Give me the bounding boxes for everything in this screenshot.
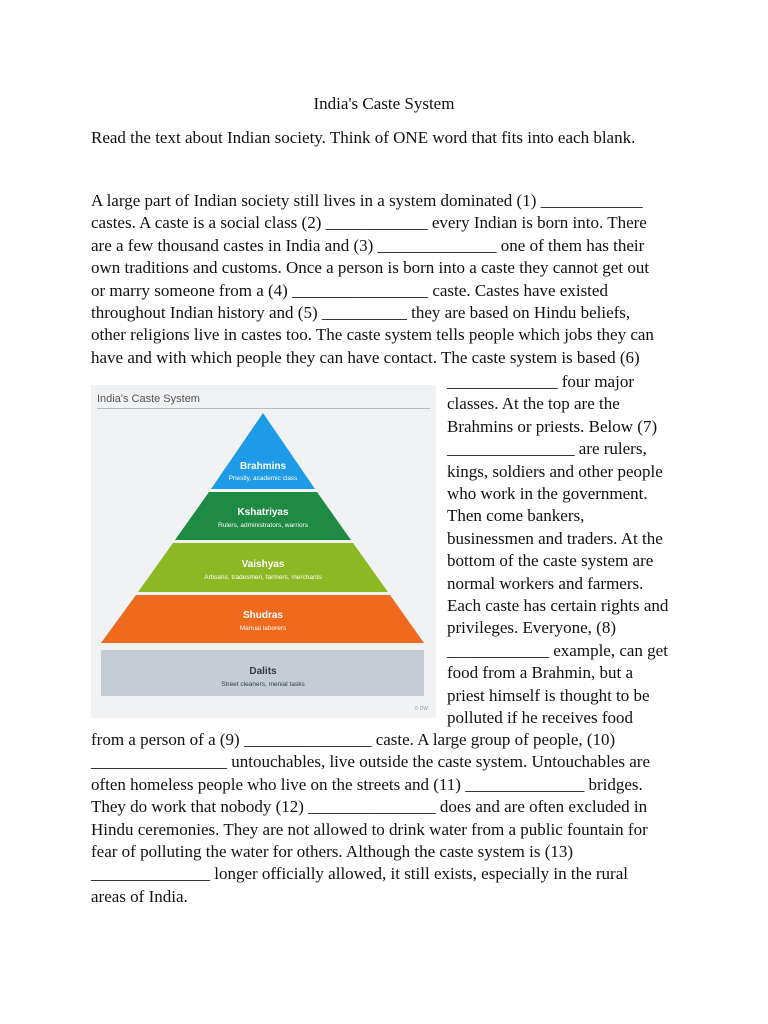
text-line: Brahmins or priests. Below (7) <box>447 416 658 436</box>
text-line: A large part of Indian society still lives in a system dominated (1) ____________ <box>91 191 643 210</box>
text-line: They do work that nobody (12) _______________ does and are often excluded in <box>91 797 648 817</box>
text-line: classes. At the top are the <box>447 394 620 414</box>
text-line: Then come bankers, <box>447 506 585 526</box>
text-line: ____________ example, can get <box>447 640 668 660</box>
text-line: often homeless people who live on the streets and (11) ______________ bridges. <box>91 774 643 794</box>
text-line: are a few thousand castes in India and (3) ______________ one of them has their <box>91 235 645 255</box>
text-line: throughout Indian history and (5) __________ they are based on Hindu beliefs, <box>91 303 631 322</box>
text-line: _____________ four major <box>447 372 634 391</box>
text-line: ________________ untouchables, live outside the caste system. Untouchables are <box>91 752 650 772</box>
text-line: Each caste has certain rights and <box>447 596 669 615</box>
dalits-label: Dalits <box>249 666 277 677</box>
kshatriyas-label: Kshatriyas <box>237 507 289 518</box>
text-line: priest himself is thought to be <box>447 685 650 705</box>
text-line: food from a Brahmin, but a <box>447 663 634 683</box>
figure-title: India's Caste System <box>97 393 200 405</box>
caste-pyramid <box>91 385 436 718</box>
text-line: _______________ are rulers, <box>447 439 647 459</box>
instructions: Read the text about Indian society. Think of ONE word that fits into each blank. <box>91 128 636 147</box>
text-line: ______________ longer officially allowed, it still exists, especially in the rural <box>91 864 628 884</box>
text-line: from a person of a (9) _______________ caste. A large group of people, (10) <box>91 730 616 749</box>
caste-pyramid-figure <box>91 385 436 718</box>
vaishyas-desc: Artisans, tradesmen, farmers, merchants <box>204 574 322 581</box>
shudras-desc: Manual laborers <box>239 625 287 632</box>
text-line: businessmen and traders. At the <box>447 528 663 548</box>
shudras-label: Shudras <box>242 610 284 621</box>
text-line: privileges. Everyone, (8) <box>447 618 616 638</box>
text-line: or marry someone from a (4) ________________ caste. Castes have existed <box>91 280 608 300</box>
figure-credit: © DW <box>414 706 428 712</box>
text-line: other religions live in castes too. The caste system tells people which jobs they can <box>91 325 654 345</box>
text-line: normal workers and farmers. <box>447 573 644 593</box>
text-line: polluted if he receives food <box>447 708 633 727</box>
vaishyas-label: Vaishyas <box>241 559 285 570</box>
brahmins-label: Brahmins <box>239 461 287 472</box>
text-line: castes. A caste is a social class (2) ____________ every Indian is born into. There <box>91 213 647 233</box>
text-line: have and with which people they can have contact. The caste system is based (6) <box>91 347 640 367</box>
text-line: bottom of the caste system are <box>447 551 654 571</box>
dalits-desc: Street cleaners, menial tasks <box>221 681 305 688</box>
brahmins-desc: Priestly, academic class <box>228 475 298 482</box>
text-line: Hindu ceremonies. They are not allowed to drink water from a public fountain for <box>91 819 648 839</box>
text-line: fear of polluting the water for others. Although the caste system is (13) <box>91 842 574 861</box>
page-title: India's Caste System <box>313 94 455 113</box>
text-line: who work in the government. <box>447 484 648 503</box>
text-line: own traditions and customs. Once a person is born into a caste they cannot get out <box>91 258 650 278</box>
text-line: areas of India. <box>91 886 188 906</box>
text-line: kings, soldiers and other people <box>447 461 663 481</box>
kshatriyas-desc: Rulers, administrators, warriors <box>218 522 308 529</box>
